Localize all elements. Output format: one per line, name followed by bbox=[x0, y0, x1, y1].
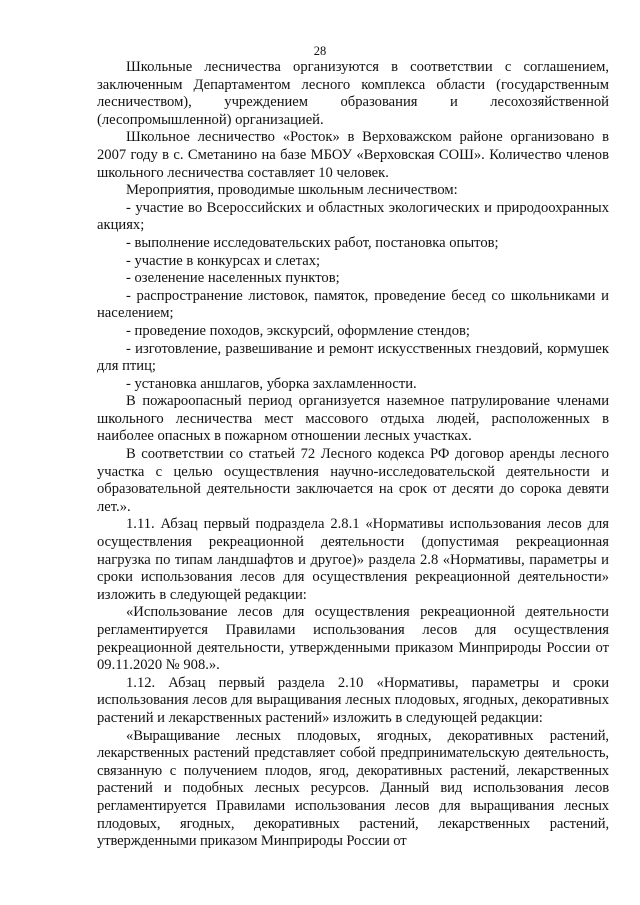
list-item-contests: - участие в конкурсах и слетах; bbox=[126, 252, 321, 269]
page-number: 28 bbox=[313, 44, 327, 58]
paragraph-recreation-rules: «Использование лесов для осуществления рекреационной деятельности регламентируется Правилами использования лесов для осуществления рекреационной деятельности, утвержденными приказом Минприроды России от 09.11.2020 № 908.». bbox=[97, 604, 609, 674]
list-item-research: - выполнение исследовательских работ, постановка опытов; bbox=[126, 234, 499, 251]
list-item-actions: - участие во Всероссийских и областных экологических и природоохранных акциях; bbox=[97, 199, 609, 234]
paragraph-fire-patrol: В пожароопасный период организуется наземное патрулирование членами школьного лесничества мест массового отдыха людей, расположенных в наиболее опасных в пожарном отношении лесных участках. bbox=[97, 393, 609, 445]
paragraph-school-forestry-agreement: Школьные лесничества организуются в соответствии с соглашением, заключенным Департаментом лесного комплекса области (государственным лесничеством), учреждением образования и лесохозяйственной (лесопромышленной) организацией. bbox=[97, 59, 609, 128]
list-item-hikes: - проведение походов, экскурсий, оформление стендов; bbox=[126, 322, 470, 339]
list-item-leaflets: - распространение листовок, памяток, проведение бесед со школьниками и населением; bbox=[97, 287, 609, 322]
list-item-nests: - изготовление, развешивание и ремонт искусственных гнездовий, кормушек для птиц; bbox=[97, 340, 609, 375]
paragraph-rostok-forestry: Школьное лесничество «Росток» в Верховажском районе организовано в 2007 году в с. Сметанино на базе МБОУ «Верховская СОШ». Количество членов школьного лесничества составляет 10 человек. bbox=[97, 129, 609, 181]
list-item-greening: - озеленение населенных пунктов; bbox=[126, 270, 340, 287]
list-item-signs: - установка аншлагов, уборка захламленности. bbox=[126, 375, 417, 392]
paragraph-cultivation-rules: «Выращивание лесных плодовых, ягодных, декоративных растений, лекарственных растений представляет собой предпринимательскую деятельность, связанную с получением плодов, ягод, декоративных растений, лекарственных растений и подобных лесных ресурсов. Данный вид использования лесов регламентируется Правилами использования лесов для выращивания лесных плодовых, ягодных, декоративных растений, лекарственных растений, утвержденными приказом Минприроды России от bbox=[97, 727, 609, 850]
paragraph-amendment-1-11: 1.11. Абзац первый подраздела 2.8.1 «Нормативы использования лесов для осуществления рекреационной деятельности (допустимая рекреационная нагрузка по типам ландшафтов и другое)» раздела 2.8 «Нормативы, параметры и сроки использования лесов для осуществления рекреационной деятельности» изложить в следующей редакции: bbox=[97, 516, 609, 603]
paragraph-activities-heading: Мероприятия, проводимые школьным лесничеством: bbox=[126, 182, 458, 199]
document-body bbox=[97, 59, 609, 851]
paragraph-lease-term: В соответствии со статьей 72 Лесного кодекса РФ договор аренды лесного участка с целью осуществления научно-исследовательской деятельности и образовательной деятельности заключается на срок от десяти до сорока девяти лет.». bbox=[97, 446, 609, 515]
paragraph-amendment-1-12: 1.12. Абзац первый раздела 2.10 «Нормативы, параметры и сроки использования лесов для выращивания лесных плодовых, ягодных, декоративных растений и лекарственных растений» изложить в следующей редакции: bbox=[97, 674, 609, 726]
